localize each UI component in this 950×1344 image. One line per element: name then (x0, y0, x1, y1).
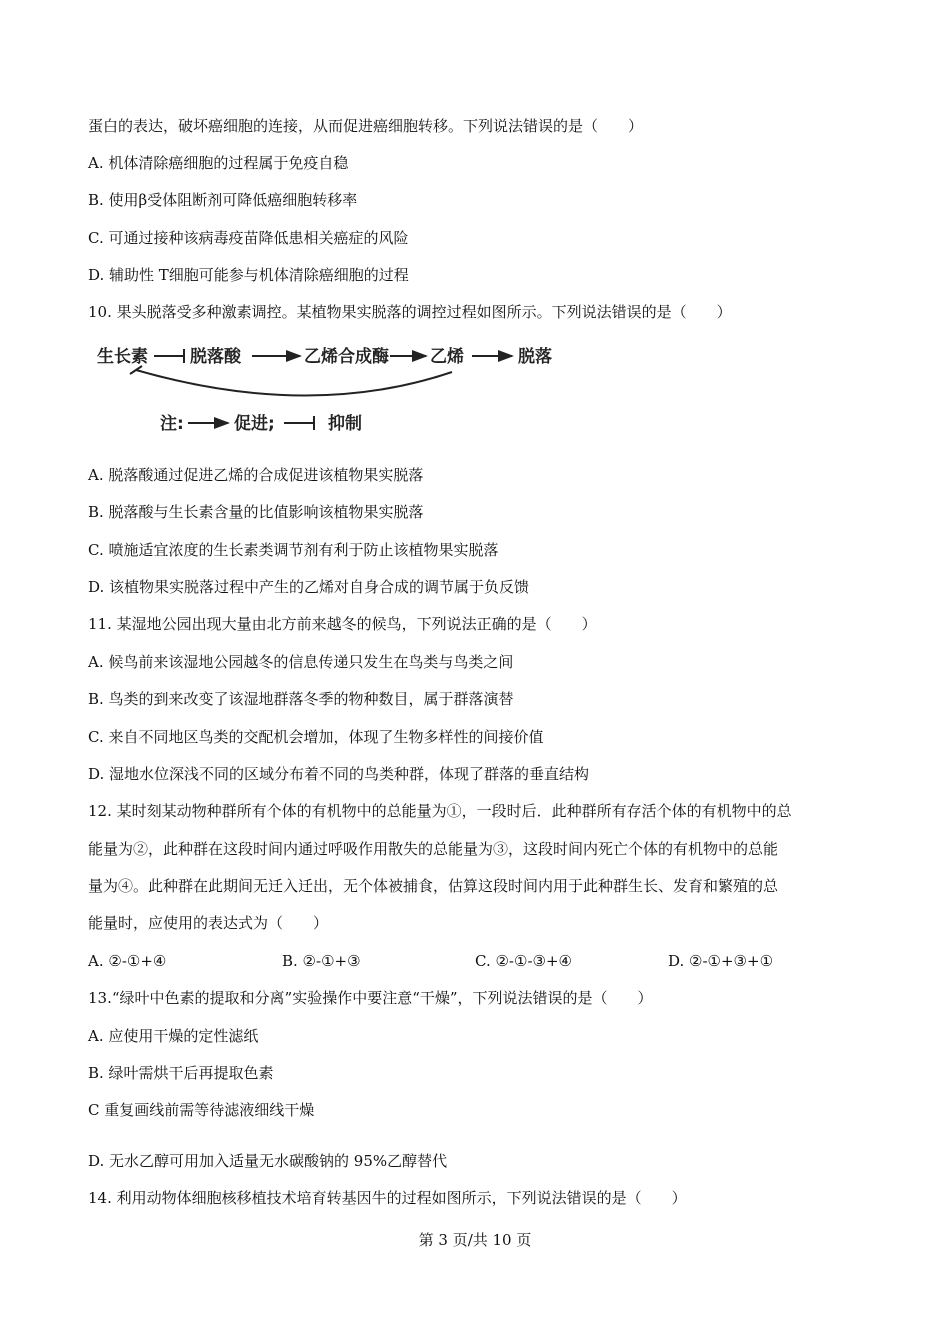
legend-promote: 促进; (234, 414, 275, 434)
legend-inhibit-symbol (284, 416, 314, 430)
legend-inhibit: 抑制 (328, 414, 362, 434)
q10-option-d: D. 该植物果实脱落过程中产生的乙烯对自身合成的调节属于负反馈 (88, 578, 530, 596)
q10-option-a: A. 脱落酸通过促进乙烯的合成促进该植物果实脱落 (88, 466, 424, 484)
q13-option-b: B. 绿叶需烘干后再提取色素 (88, 1064, 274, 1082)
q11-stem: 11. 某湿地公园出现大量由北方前来越冬的候鸟，下列说法正确的是（ ） (88, 615, 597, 633)
q9-stem: 蛋白的表达，破坏癌细胞的连接，从而促进癌细胞转移。下列说法错误的是（ ） (88, 117, 644, 135)
q10-option-c: C. 喷施适宜浓度的生长素类调节剂有利于防止该植物果实脱落 (88, 541, 499, 559)
q9-option-a: A. 机体清除癌细胞的过程属于免疫自稳 (88, 154, 349, 172)
q9-option-c: C. 可通过接种该病毒疫苗降低患相关癌症的风险 (88, 229, 409, 247)
node-ethylene-synthase: 乙烯合成酶 (304, 347, 389, 367)
q12-stem-line: 能量时，应使用的表达式为（ ） (88, 914, 329, 932)
q10-stem: 10. 果头脱落受多种激素调控。某植物果实脱落的调控过程如图所示。下列说法错误的是（ ） (88, 303, 732, 321)
q10-option-b: B. 脱落酸与生长素含量的比值影响该植物果实脱落 (88, 503, 424, 521)
feedback-inhibit-curve (130, 366, 452, 396)
q12-stem-line: 量为④。此种群在此期间无迁入迁出，无个体被捕食，估算这段时间内用于此种群生长、发育和繁殖的总 (88, 877, 779, 895)
node-abscisic-acid: 脱落酸 (190, 347, 241, 367)
q12-option-d: D. ②-①+③+① (668, 952, 774, 970)
q11-option-d: D. 湿地水位深浅不同的区域分布着不同的鸟类种群，体现了群落的垂直结构 (88, 765, 590, 783)
q12-option-b: B. ②-①+③ (282, 952, 361, 970)
q13-stem: 13.“绿叶中色素的提取和分离”实验操作中要注意“干燥”，下列说法错误的是（ ） (88, 989, 653, 1007)
node-ethylene: 乙烯 (430, 347, 464, 367)
q9-option-b: B. 使用β受体阻断剂可降低癌细胞转移率 (88, 191, 358, 209)
q11-option-b: B. 鸟类的到来改变了该湿地群落冬季的物种数目，属于群落演替 (88, 690, 514, 708)
q9-option-d: D. 辅助性 T细胞可能参与机体清除癌细胞的过程 (88, 266, 409, 284)
inhibit-arrow (154, 349, 184, 363)
node-auxin: 生长素 (97, 347, 148, 367)
q12-option-c: C. ②-①-③+④ (475, 952, 572, 970)
node-abscission: 脱落 (518, 347, 552, 367)
q14-stem: 14. 利用动物体细胞核移植技术培育转基因牛的过程如图所示，下列说法错误的是（ ） (88, 1189, 687, 1207)
legend-note: 注: (160, 414, 184, 434)
page-footer: 第 3 页/共 10 页 (418, 1231, 532, 1249)
hormone-regulation-diagram (80, 330, 580, 440)
q12-stem-line: 12. 某时刻某动物种群所有个体的有机物中的总能量为①，一段时后．此种群所有存活个体的有机物中的总 (88, 802, 792, 820)
q11-option-c: C. 来自不同地区鸟类的交配机会增加，体现了生物多样性的间接价值 (88, 728, 544, 746)
q11-option-a: A. 候鸟前来该湿地公园越冬的信息传递只发生在鸟类与鸟类之间 (88, 653, 514, 671)
q12-stem-line: 能量为②，此种群在这段时间内通过呼吸作用散失的总能量为③，这段时间内死亡个体的有机物中的总能 (88, 840, 779, 858)
q13-option-a: A. 应使用干燥的定性滤纸 (88, 1027, 259, 1045)
q12-option-a: A. ②-①+④ (88, 952, 167, 970)
q13-option-d: D. 无水乙醇可用加入适量无水碳酸钠的 95%乙醇替代 (88, 1152, 448, 1170)
q13-option-c: C 重复画线前需等待滤液细线干燥 (88, 1101, 315, 1119)
